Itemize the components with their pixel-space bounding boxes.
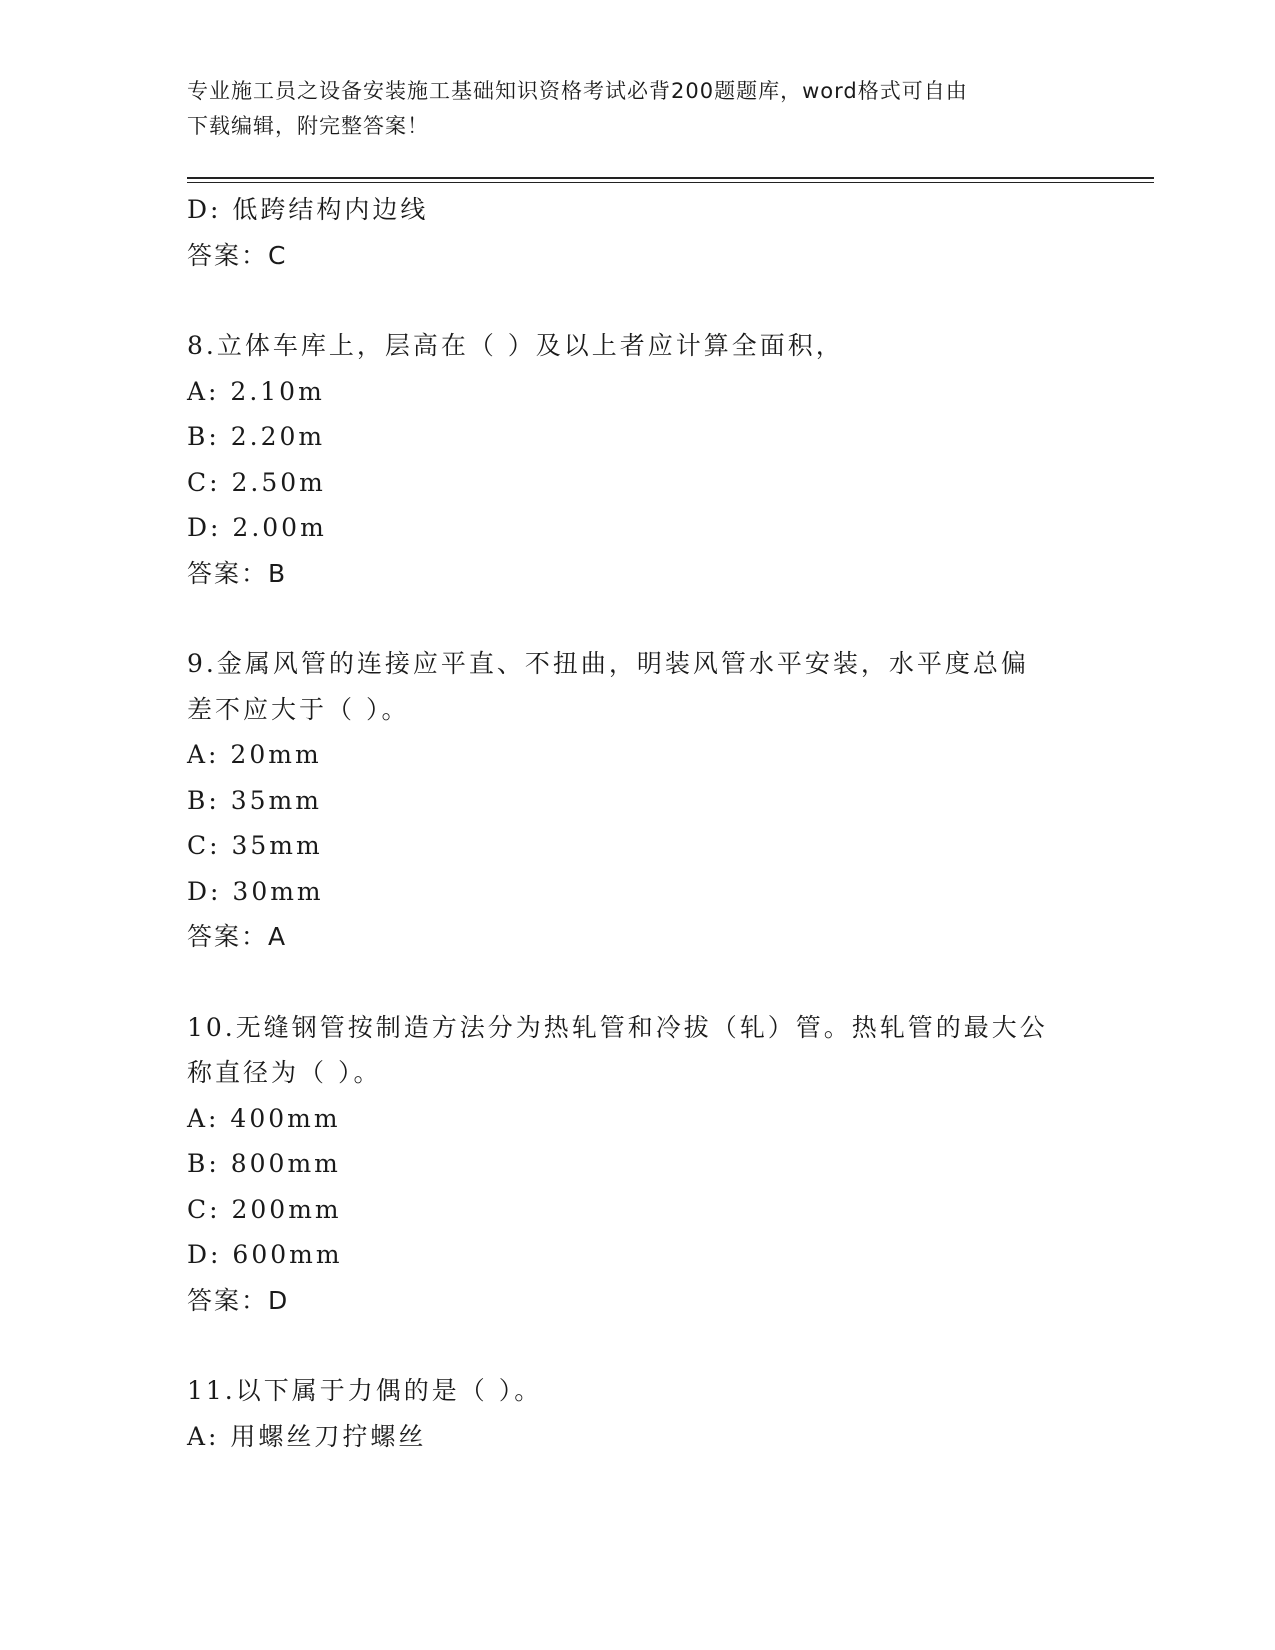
option-c: C: 200mm	[187, 1194, 342, 1224]
option-a: A: 用螺丝刀拧螺丝	[187, 1421, 427, 1451]
header-line-1: 专业施工员之设备安装施工基础知识资格考试必背200题题库，word格式可自由	[187, 79, 968, 103]
question-text-line-1: 10.无缝钢管按制造方法分为热轧管和冷拔（轧）管。热轧管的最大公	[187, 1012, 1048, 1042]
question-block-10	[187, 1005, 1107, 1324]
question-block-8	[187, 323, 1107, 596]
question-block-11	[187, 1368, 1107, 1459]
question-block-9	[187, 641, 1107, 960]
answer-text: 答案：B	[187, 558, 288, 588]
header-rule-thin	[187, 182, 1154, 183]
document-header	[187, 74, 1087, 144]
question-text: 11.以下属于力偶的是（ ）。	[187, 1376, 543, 1405]
option-b: B: 800mm	[187, 1149, 341, 1178]
option-a: A: 20mm	[187, 740, 322, 769]
question-list	[187, 187, 1107, 1459]
question-text-line-2: 差不应大于（ ）。	[187, 694, 410, 724]
option-d: D: 600mm	[187, 1240, 343, 1269]
option-d: D: 30mm	[187, 876, 324, 906]
answer-text: 答案：D	[187, 1285, 290, 1315]
option-d: D: 2.00m	[187, 513, 327, 542]
option-d: D: 低跨结构内边线	[187, 195, 429, 224]
answer-text: 答案：C	[187, 240, 288, 270]
header-line-2: 下载编辑，附完整答案！	[187, 114, 429, 138]
option-a: A: 2.10m	[187, 376, 325, 406]
option-c: C: 2.50m	[187, 467, 326, 497]
question-text-line-2: 称直径为（ ）。	[187, 1058, 382, 1087]
option-a: A: 400mm	[187, 1103, 341, 1133]
option-b: B: 35mm	[187, 785, 322, 815]
question-text: 8.立体车库上，层高在（ ）及以上者应计算全面积，	[187, 331, 844, 360]
option-b: B: 2.20m	[187, 422, 326, 451]
question-block-prev	[187, 187, 1107, 278]
answer-text: 答案：A	[187, 922, 288, 951]
option-c: C: 35mm	[187, 831, 323, 860]
header-rule-thick	[187, 177, 1154, 179]
question-text-line-1: 9.金属风管的连接应平直、不扭曲，明装风管水平安装，水平度总偏	[187, 649, 1029, 678]
